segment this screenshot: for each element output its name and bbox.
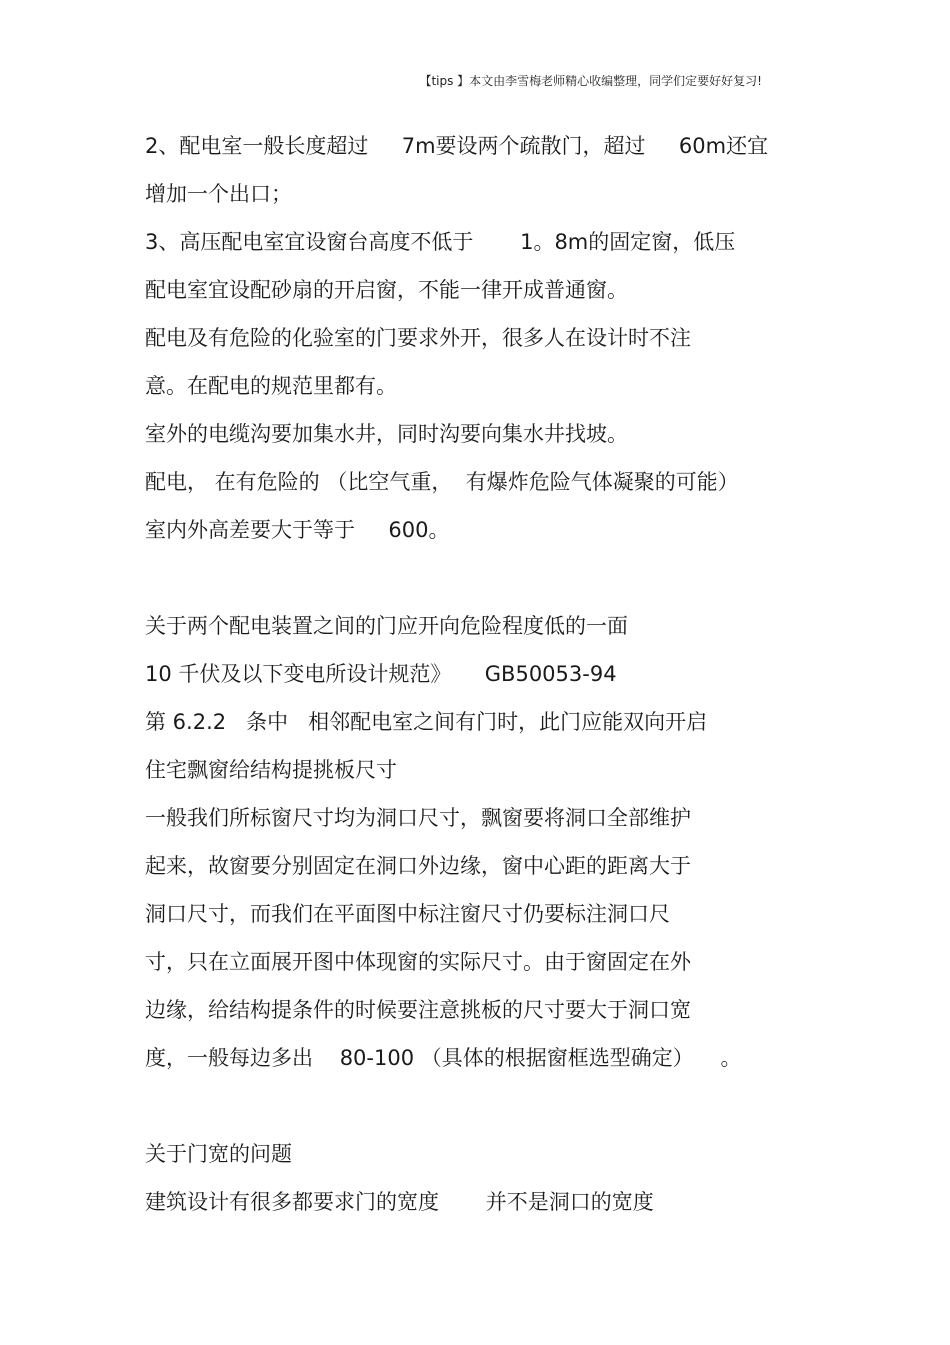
tips-header-note: 【tips 】本文由李雪梅老师精心收编整理，同学们定要好好复习! — [419, 74, 762, 88]
text-line: 关于门宽的问题 — [145, 1142, 292, 1166]
text-line: 配电， 在有危险的 （比空气重， 有爆炸危险气体凝聚的可能） — [145, 470, 739, 494]
text-line: 3、高压配电室宜设窗台高度不低于 1。8m的固定窗，低压 — [145, 230, 736, 254]
text-line: 室内外高差要大于等于 600。 — [145, 518, 450, 542]
text-line: 寸，只在立面展开图中体现窗的实际尺寸。由于窗固定在外 — [145, 950, 691, 974]
text-line: 意。在配电的规范里都有。 — [145, 374, 397, 398]
text-line: 一般我们所标窗尺寸均为洞口尺寸，飘窗要将洞口全部维护 — [145, 806, 691, 830]
text-line: 增加一个出口； — [145, 182, 292, 206]
text-line: 2、配电室一般长度超过 7m要设两个疏散门，超过 60m还宜 — [145, 134, 769, 158]
text-line: 住宅飘窗给结构提挑板尺寸 — [145, 758, 397, 782]
text-line: 洞口尺寸，而我们在平面图中标注窗尺寸仍要标注洞口尺 — [145, 902, 670, 926]
text-line: 配电及有危险的化验室的门要求外开，很多人在设计时不注 — [145, 326, 691, 350]
text-line: 10 千伏及以下变电所设计规范》 GB50053-94 — [145, 662, 617, 686]
text-line: 配电室宜设配砂扇的开启窗，不能一律开成普通窗。 — [145, 278, 628, 302]
text-line: 边缘，给结构提条件的时候要注意挑板的尺寸要大于洞口宽 — [145, 998, 691, 1022]
text-line: 第 6.2.2 条中 相邻配电室之间有门时，此门应能双向开启 — [145, 710, 708, 734]
text-line: 建筑设计有很多都要求门的宽度 并不是洞口的宽度 — [145, 1190, 654, 1214]
text-line: 室外的电缆沟要加集水井，同时沟要向集水井找坡。 — [145, 422, 628, 446]
text-line: 度，一般每边多出 80-100 （具体的根据窗框选型确定） 。 — [145, 1046, 742, 1070]
text-line: 关于两个配电装置之间的门应开向危险程度低的一面 — [145, 614, 628, 638]
text-line: 起来，故窗要分别固定在洞口外边缘，窗中心距的距离大于 — [145, 854, 691, 878]
